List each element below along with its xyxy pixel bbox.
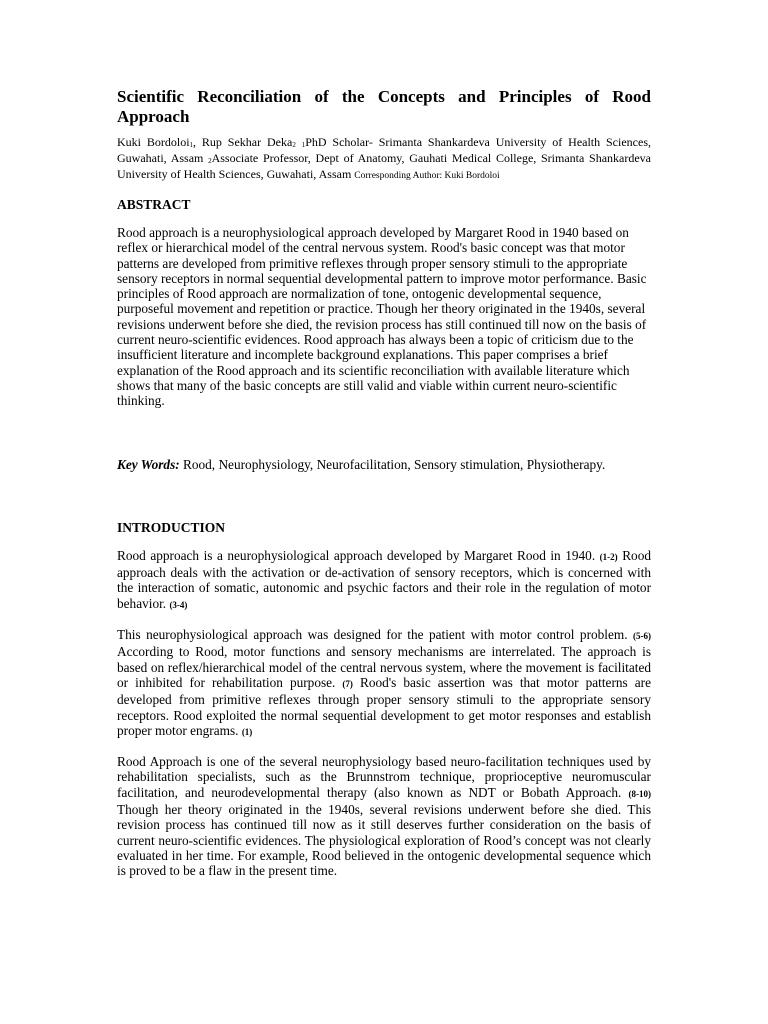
spacer xyxy=(117,486,651,520)
citation: (5-6) xyxy=(633,631,651,642)
keywords-label: Key Words: xyxy=(117,456,180,472)
keywords-text: Rood, Neurophysiology, Neurofacilitation, Sensory stimulation, Physiotherapy. xyxy=(179,456,606,472)
affiliation-2-sup: 2 xyxy=(208,157,212,165)
citation: (8-10) xyxy=(628,788,651,799)
author-2-sup: 2 xyxy=(292,141,296,149)
affiliation-1: PhD Scholar- Srimanta Shankardeva University of Health Sciences, Guwahati, Assam xyxy=(117,135,651,165)
text-run: Rood Approach is one of the several neurophysiology based neuro-facilitation techniques used by rehabilitation specialists, such as the Brunnstrom technique, proprioceptive neuromuscular facilitation, and neurodevelopmental therapy (also known as NDT or Bobath Approach. xyxy=(117,754,651,800)
affiliation-1-sup: 1 xyxy=(301,141,306,149)
text-run: Though her theory originated in the 1940s, several revisions underwent before she died. This revision process has continued till now as it still deserves further consideration on the basis of current neuro-scientific evidences. The physiological exploration of Rood’s concept was not clearly evaluated in her time. For example, Rood believed in the ontogenic developmental sequence which is proved to be a flaw in the present time. xyxy=(117,802,651,879)
intro-paragraph-1 xyxy=(117,548,651,613)
affiliation-2: Associate Professor, Dept of Anatomy, Gauhati Medical College, Srimanta Shankardeva University of Health Sciences, Guwahati, Assam xyxy=(117,151,652,181)
intro-paragraph-2 xyxy=(117,627,651,740)
citation: (1-2) xyxy=(599,551,618,562)
corresponding-author: Corresponding Author: Kuki Bordoloi xyxy=(354,171,500,181)
abstract-heading: ABSTRACT xyxy=(117,197,191,212)
author-affiliations xyxy=(117,135,651,183)
text-run: Rood approach is a neurophysiological approach developed by Margaret Rood in 1940. xyxy=(117,547,600,563)
text-run: Rood's basic assertion was that motor patterns are developed from primitive reflexes through proper sensory stimuli to the appropriate sensory receptors. Rood exploited the normal sequential development to get motor responses and establish proper motor engrams. xyxy=(117,674,651,738)
citation: (1) xyxy=(241,726,253,737)
paper-title: Scientific Reconciliation of the Concepts and Principles of Rood Approach xyxy=(117,87,651,126)
introduction-heading: INTRODUCTION xyxy=(117,519,226,535)
text-run: This neurophysiological approach was designed for the patient with motor control problem. xyxy=(117,627,633,643)
text-run: According to Rood, motor functions and sensory mechanisms are interrelated. The approach is based on reflex/hierarchical model of the central nervous system, where the movement is facilitated or inhibited for rehabilitation purpose. xyxy=(117,644,651,690)
citation: (7) xyxy=(342,678,353,689)
intro-paragraph-3 xyxy=(117,754,651,878)
author-separator: , xyxy=(193,135,202,149)
text-run: Rood approach deals with the activation or de-activation of sensory receptors, which is concerned with the interaction of somatic, autonomic and psychic factors and their role in the regulation of motor behavior. xyxy=(117,547,652,611)
spacer xyxy=(117,423,651,457)
author-2: Rup Sekhar Deka xyxy=(201,135,293,149)
keywords xyxy=(117,457,651,472)
author-1: Kuki Bordoloi xyxy=(117,135,190,149)
citation: (3-4) xyxy=(169,599,188,610)
abstract-text: Rood approach is a neurophysiological approach developed by Margaret Rood in 1940 based on reflex or hierarchical model of the central nervous system. Rood's basic concept was that motor patterns are developed from primitive reflexes through proper sensory stimuli to the appropriate sensory receptors in normal sequential developmental pattern to improve motor performance. Basic principles of Rood approach are normalization of tone, ontogenic developmental sequence, purposeful movement and repetition or practice. Though her theory originated in the 1940s, several revisions underwent before she died, the revision process has still continued till now on the basis of current neuro-scientific evidences. Rood approach has always been a topic of criticism due to the insufficient literature and incomplete background explanations. This paper comprises a brief explanation of the Rood approach and its scientific reconciliation with available literature which shows that many of the basic concepts are still valid and viable within current neuro-scientific thinking. xyxy=(117,225,647,409)
author-1-sup: 1 xyxy=(189,141,194,149)
